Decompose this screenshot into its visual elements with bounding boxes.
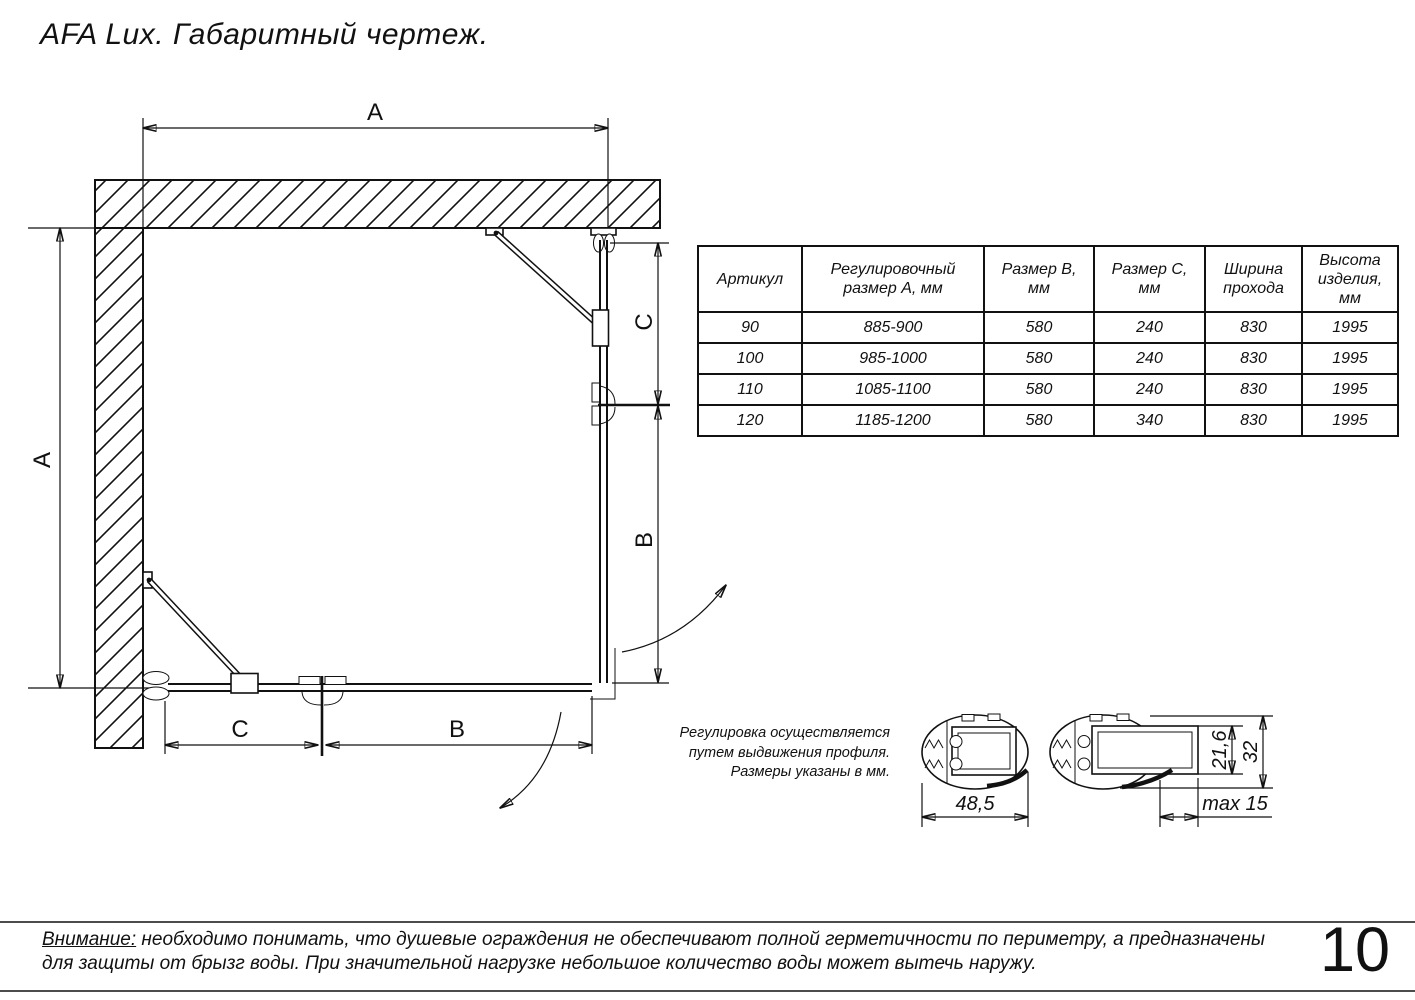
- dim-label-b-bottom: B: [448, 716, 466, 743]
- support-brace-top: [486, 228, 609, 346]
- profile-section-closed: [922, 714, 1028, 789]
- dimension-glass-channel: [1198, 726, 1243, 774]
- page-title: AFA Lux. Габаритный чертеж.: [40, 18, 489, 51]
- dim-label-b-right: B: [631, 531, 658, 549]
- warning-text: [42, 928, 1272, 975]
- table-cell: 100: [698, 343, 802, 374]
- table-row: [698, 374, 1398, 405]
- dim-label-max-15: max 15: [1202, 793, 1268, 815]
- table-cell: 90: [698, 312, 802, 343]
- col-header-passage: Ширина прохода: [1205, 246, 1302, 312]
- table-cell: 1995: [1302, 312, 1398, 343]
- table-row: [698, 343, 1398, 374]
- spec-table: [697, 245, 1399, 437]
- door-swing-arc-right: [622, 585, 726, 652]
- table-cell: 985-1000: [802, 343, 984, 374]
- table-cell: 830: [1205, 405, 1302, 436]
- hinge-bottom: [299, 676, 346, 756]
- page-number: 10: [1319, 915, 1391, 985]
- table-cell: 580: [984, 374, 1094, 405]
- table-cell: 580: [984, 405, 1094, 436]
- warning-label: Внимание:: [42, 929, 137, 950]
- wall-top-hatched: [95, 180, 660, 228]
- dim-label-c-right: C: [631, 313, 658, 331]
- table-cell: 1995: [1302, 374, 1398, 405]
- table-cell: 830: [1205, 343, 1302, 374]
- dimension-c-right: [610, 243, 669, 404]
- door-swing-arc-bottom: [500, 712, 561, 808]
- table-cell: 885-900: [802, 312, 984, 343]
- table-cell: 120: [698, 405, 802, 436]
- table-cell: 240: [1094, 312, 1205, 343]
- tray-corner: [590, 648, 615, 699]
- table-row: [698, 312, 1398, 343]
- table-header-row: [698, 246, 1398, 312]
- table-cell: 1995: [1302, 405, 1398, 436]
- table-cell: 340: [1094, 405, 1205, 436]
- table-cell: 110: [698, 374, 802, 405]
- fixed-panel-right: [591, 228, 616, 683]
- dim-label-48-5: 48,5: [955, 793, 995, 815]
- table-row: [698, 405, 1398, 436]
- table-cell: 830: [1205, 312, 1302, 343]
- note-line: Регулировка осуществляется: [679, 725, 890, 741]
- table-cell: 830: [1205, 374, 1302, 405]
- dim-label-21-6: 21,6: [1209, 730, 1231, 770]
- door-panel-bottom: [143, 672, 592, 701]
- adjustment-note: [636, 724, 890, 783]
- profile-section-extended: [1050, 714, 1198, 789]
- warning-line-2: для защиты от брызг воды. При значительной нагрузке небольшое количество воды может вытечь наружу.: [42, 952, 1037, 974]
- table-cell: 1995: [1302, 343, 1398, 374]
- table-cell: 580: [984, 312, 1094, 343]
- wall-left-hatched: [95, 228, 143, 748]
- dim-label-c-bottom: C: [231, 716, 249, 743]
- col-header-size-c: Размер С, мм: [1094, 246, 1205, 312]
- table-cell: 1085-1100: [802, 374, 984, 405]
- note-line: Размеры указаны в мм.: [730, 764, 890, 780]
- col-header-size-a: Регулировочный размер А, мм: [802, 246, 984, 312]
- dim-label-a-top: A: [366, 99, 384, 126]
- table-cell: 580: [984, 343, 1094, 374]
- dim-label-a-left: A: [29, 451, 56, 469]
- dimension-b-right: [612, 406, 669, 683]
- dimension-max-extension: [1160, 778, 1272, 827]
- col-header-article: Артикул: [698, 246, 802, 312]
- note-line: путем выдвижения профиля.: [688, 744, 890, 761]
- warning-line-1-text: необходимо понимать, что душевые ограждения не обеспечивают полной герметичности по периметру, а предназначены: [136, 929, 1265, 950]
- table-cell: 1185-1200: [802, 405, 984, 436]
- dim-label-32: 32: [1240, 740, 1262, 764]
- dimension-c-bottom: [165, 701, 318, 754]
- table-cell: 240: [1094, 343, 1205, 374]
- col-header-size-b: Размер В, мм: [984, 246, 1094, 312]
- warning-line-1: [42, 928, 1272, 952]
- table-cell: 240: [1094, 374, 1205, 405]
- col-header-height: Высота изделия, мм: [1302, 246, 1398, 312]
